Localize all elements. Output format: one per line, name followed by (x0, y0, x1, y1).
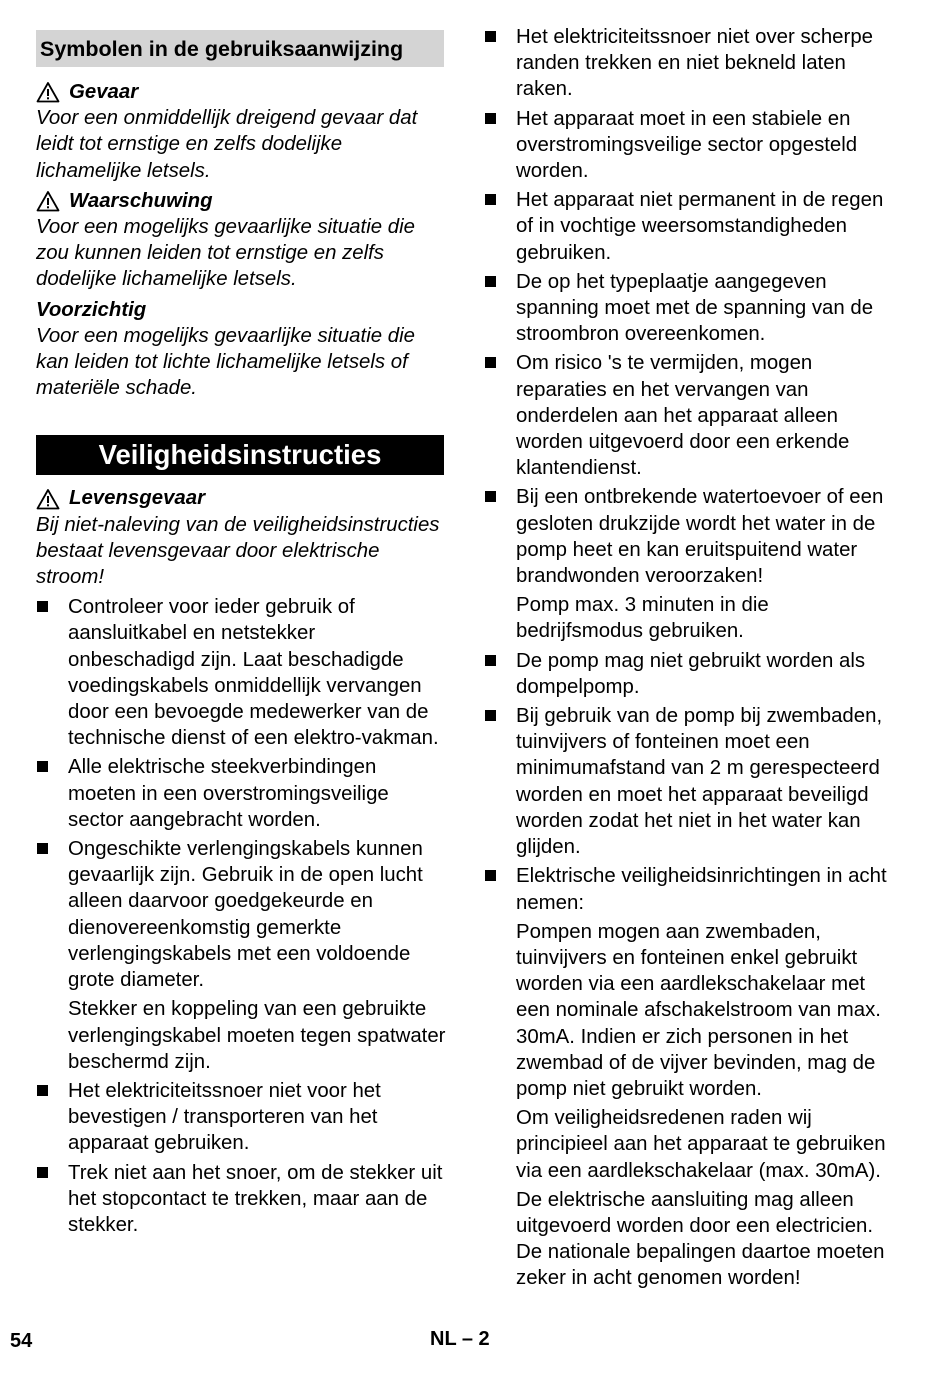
bullet-text: Alle elektrische steekverbindingen moeten in een overstromingsveilige sector aangebracht worden. (68, 756, 389, 831)
square-bullet-icon (485, 870, 496, 881)
square-bullet-icon (485, 655, 496, 666)
bullet-extra-text: Pompen mogen aan zwembaden, tuinvijvers en fonteinen enkel gebruikt worden via een aardlekschakelaar met een nominale afschakelstroom van max. 30mA. Indien er zich personen in het zwembad of de vijver bevinden, mag de pomp niet gebruikt worden. (516, 920, 881, 1100)
warning-label: Waarschuwing (69, 189, 213, 212)
square-bullet-icon (485, 31, 496, 42)
danger-label: Gevaar (69, 81, 139, 103)
life-danger-text: Bij niet-naleving van de veiligheidsinstructies bestaat levensgevaar door elektrische stroom! (36, 513, 440, 589)
bullet-text: Ongeschikte verlengingskabels kunnen gevaarlijk zijn. Gebruik in de open lucht alleen daarvoor goedgekeurde en dienovereenkomstig gemerkte verlengingskabels met een voldoende grote diameter. (68, 838, 423, 992)
bullet-text: Controleer voor ieder gebruik of aansluitkabel en netstekker onbeschadigd zijn. Laat beschadigde voedingskabels onmiddellijk vervangen door een bevoegde medewerker van de technische dienst of een elektro-vakman. (68, 596, 439, 750)
bullet-item (36, 836, 446, 1075)
warning-triangle-icon (36, 81, 60, 103)
square-bullet-icon (485, 710, 496, 721)
bullet-text: Bij gebruik van de pomp bij zwembaden, tuinvijvers of fonteinen moet een minimumafstand van 2 m gerespecteerd worden en moet het apparaat beveiligd worden zodat het niet in het water kan glijden. (516, 705, 883, 859)
bullet-item (36, 594, 446, 751)
square-bullet-icon (37, 1085, 48, 1096)
left-bullet-list (36, 594, 446, 1238)
bullet-extra-text: Om veiligheidsredenen raden wij principieel aan het apparaat te gebruiken via een aardlekschakelaar (max. 30mA). (516, 1107, 886, 1182)
bullet-text: Bij een ontbrekende watertoevoer of een gesloten drukzijde wordt het water in de pomp heet en kan eruitspuitend water brandwonden veroorzaken! (516, 486, 884, 588)
bullet-extra-text: Pomp max. 3 minuten in die bedrijfsmodus gebruiken. (516, 594, 769, 643)
life-danger-label: Levensgevaar (69, 487, 206, 510)
bullet-item (484, 863, 899, 1291)
bullet-item (484, 350, 899, 481)
bullet-text: Het apparaat niet permanent in de regen of in vochtige weersomstandigheden gebruiken. (516, 189, 884, 264)
square-bullet-icon (485, 113, 496, 124)
bullet-text: Het elektriciteitssnoer niet over scherpe randen trekken en niet bekneld laten raken. (516, 26, 873, 101)
danger-text: Voor een onmiddellijk dreigend gevaar dat leidt tot ernstige en zelfs dodelijke lichamelijke letsels. (36, 107, 418, 182)
square-bullet-icon (485, 194, 496, 205)
square-bullet-icon (485, 276, 496, 287)
square-bullet-icon (37, 843, 48, 854)
warning-heading (36, 188, 446, 214)
square-bullet-icon (485, 357, 496, 368)
bullet-item (484, 106, 899, 185)
warning-triangle-icon (36, 488, 60, 510)
bullet-item (36, 754, 446, 833)
bullet-text: De pomp mag niet gebruikt worden als dompelpomp. (516, 649, 866, 698)
bullet-item (484, 187, 899, 266)
square-bullet-icon (37, 601, 48, 612)
page-number: 54 (10, 1330, 33, 1352)
bullet-text: Het apparaat moet in een stabiele en overstromingsveilige sector opgesteld worden. (516, 107, 858, 183)
caution-label: Voorzichtig (36, 298, 147, 321)
bullet-item (484, 648, 899, 700)
square-bullet-icon (37, 761, 48, 772)
right-bullet-list (484, 24, 899, 1292)
danger-heading (36, 79, 446, 105)
language-page-marker: NL – 2 (430, 1328, 490, 1350)
bullet-text: Om risico 's te vermijden, mogen reparaties en het vervangen van onderdelen aan het apparaat alleen worden uitgevoerd door een erkende klantendienst. (516, 352, 850, 480)
bullet-item (36, 1078, 446, 1157)
left-column (36, 24, 446, 1241)
bullet-text: De op het typeplaatje aangegeven spanning moet met de spanning van de stroombron overeenkomen. (516, 270, 874, 346)
right-column (484, 24, 899, 1295)
bullet-text: Het elektriciteitssnoer niet voor het bevestigen / transporteren van het apparaat gebruiken. (68, 1079, 381, 1155)
bullet-item (484, 269, 899, 348)
bullet-item (484, 484, 899, 644)
life-danger-heading (36, 485, 446, 511)
warning-text: Voor een mogelijks gevaarlijke situatie die zou kunnen leiden tot ernstige en zelfs dodelijke lichamelijke letsels. (36, 216, 415, 291)
bullet-text: Trek niet aan het snoer, om de stekker uit het stopcontact te trekken, maar aan de stekker. (68, 1161, 443, 1236)
bullet-text: Elektrische veiligheidsinrichtingen in acht nemen: (516, 865, 887, 914)
warning-triangle-icon (36, 190, 60, 212)
bullet-item (484, 24, 899, 103)
square-bullet-icon (485, 491, 496, 502)
caution-text: Voor een mogelijks gevaarlijke situatie die kan leiden tot lichte lichamelijke letsels of materiële schade. (36, 324, 415, 400)
symbols-section-title: Symbolen in de gebruiksaanwijzing (36, 30, 444, 67)
bullet-extra-text: Stekker en koppeling van een gebruikte verlengingskabel moeten tegen spatwater beschermd zijn. (68, 998, 446, 1073)
square-bullet-icon (37, 1167, 48, 1178)
bullet-item (36, 1160, 446, 1239)
safety-section-title: Veiligheidsinstructies (36, 435, 444, 475)
bullet-item (484, 703, 899, 860)
bullet-extra-text: De elektrische aansluiting mag alleen uitgevoerd worden door een electricien. De nationale bepalingen daartoe moeten zeker in acht genomen worden! (516, 1188, 885, 1290)
